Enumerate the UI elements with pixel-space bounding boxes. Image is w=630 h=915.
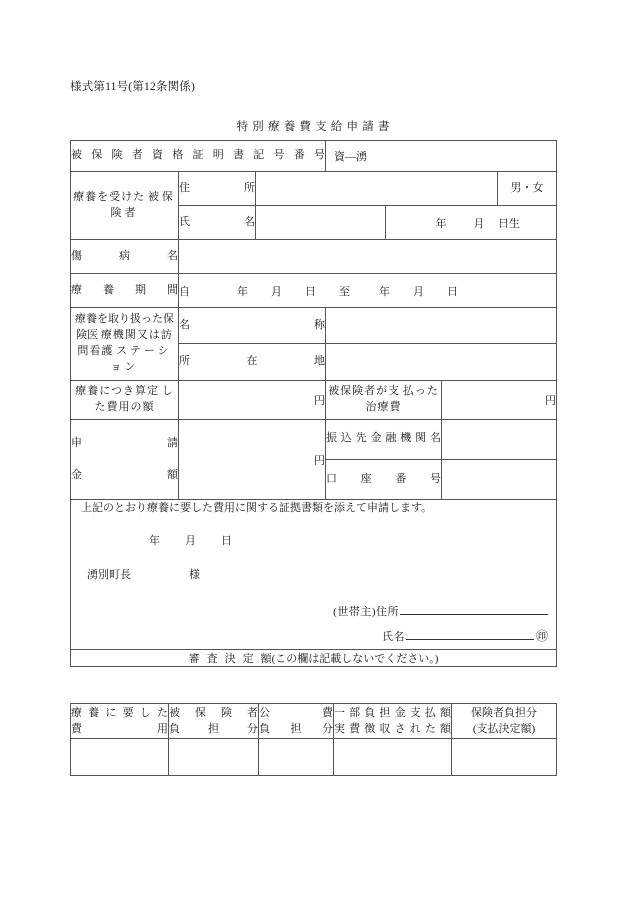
period-to-label: 至 [339, 285, 351, 298]
breakdown-col-4-line2: (支払決定額) [472, 723, 536, 735]
insured-name-value[interactable] [256, 206, 386, 240]
claim-amount-unit: 円 [314, 454, 325, 467]
breakdown-col-3-line2: 実費徴収された額 [334, 723, 451, 735]
breakdown-col-3-line1: 一部負担金支払額 [334, 706, 451, 719]
paid-cost-label [326, 380, 442, 419]
review-title: 審査決定 [188, 653, 261, 666]
row-disease [71, 240, 557, 274]
row-costs [71, 380, 557, 419]
claim-amount-label-line1: 申請 [71, 436, 178, 449]
insured-label-line2: 被保険者 [110, 190, 176, 219]
householder-name-sublabel: 名 [393, 631, 405, 644]
breakdown-col-1 [169, 704, 259, 739]
birth-year-label: 年 [435, 217, 447, 230]
insured-label [71, 172, 179, 240]
breakdown-col-4-line1: 保険者負担分 [471, 706, 537, 719]
breakdown-value-3[interactable] [334, 739, 452, 776]
householder-address-sublabel: 所 [387, 605, 399, 618]
row-review-banner [71, 650, 557, 667]
period-from-month: 月 [271, 285, 283, 298]
breakdown-col-0-line2: 費用 [71, 723, 168, 735]
cert-number-value[interactable]: 資―湧 [326, 141, 557, 172]
claim-amount-value[interactable] [179, 419, 326, 500]
period-from-label: 自 [179, 285, 191, 298]
account-number-value[interactable] [442, 460, 557, 500]
breakdown-value-0[interactable] [71, 739, 169, 776]
row-provider-name [71, 308, 557, 344]
insured-address-label: 住所 [179, 172, 256, 206]
paid-cost-value[interactable] [442, 380, 557, 419]
breakdown-col-3 [334, 704, 452, 739]
bank-name-label: 振込先金融機関名 [326, 419, 442, 459]
breakdown-col-2-line1: 公費 [259, 706, 333, 719]
calculated-cost-label [71, 380, 179, 419]
bank-name-value[interactable] [442, 419, 557, 459]
period-label: 療養期間 [71, 274, 179, 308]
birth-day-label: 日生 [498, 217, 520, 230]
form-code: 様式第11号(第12条関係) [70, 81, 196, 93]
period-from-day: 日 [305, 285, 317, 298]
period-to-day: 日 [447, 285, 459, 298]
statement-block [71, 500, 557, 650]
householder-name-row [71, 624, 548, 649]
review-banner [71, 650, 557, 667]
paid-cost-label-line1: 被保険者が支 [328, 384, 401, 397]
period-to-month: 月 [413, 285, 425, 298]
calculated-cost-label-line2: した費用の額 [94, 384, 174, 413]
breakdown-header-row [71, 704, 557, 739]
provider-label-line2: 療機関又は訪問看護 [77, 328, 173, 357]
application-main-table [70, 140, 557, 667]
birth-month-label: 月 [473, 217, 485, 230]
breakdown-value-2[interactable] [259, 739, 334, 776]
breakdown-value-1[interactable] [169, 739, 259, 776]
period-from-year: 年 [237, 285, 249, 298]
statement-date-month: 月 [185, 534, 197, 547]
period-to-year: 年 [379, 285, 391, 298]
breakdown-col-0 [71, 704, 169, 739]
householder-address-row [71, 601, 548, 624]
paid-cost-label-line2: 払った治療費 [365, 384, 439, 413]
cert-number-label: 被保険者資格証明書記号番号 [71, 141, 326, 172]
disease-label: 傷病名 [71, 240, 179, 274]
provider-label-line3: ステーション [110, 344, 172, 373]
insured-address-value[interactable] [256, 172, 498, 206]
breakdown-value-row [71, 739, 557, 776]
calculated-cost-unit: 円 [314, 394, 325, 407]
provider-location-label: 所在地 [179, 344, 326, 380]
claim-amount-label [71, 419, 179, 500]
statement-body: 上記のとおり療養に要した費用に関する証拠書類を添えて申請します。 [81, 502, 433, 515]
seal-icon: ㊞ [535, 629, 548, 644]
householder-address-label: (世帯主)住 [333, 605, 388, 618]
breakdown-col-1-line2: 負担分 [169, 723, 258, 735]
row-statement [71, 500, 557, 650]
claim-amount-label-line2: 金額 [71, 468, 178, 481]
statement-addressee-row [71, 567, 556, 584]
calculated-cost-value[interactable] [179, 380, 326, 419]
statement-date[interactable] [71, 533, 556, 550]
provider-label [71, 308, 179, 381]
breakdown-col-2 [259, 704, 334, 739]
period-value[interactable] [179, 274, 557, 308]
provider-name-label: 名称 [179, 308, 326, 344]
breakdown-col-4 [452, 704, 557, 739]
breakdown-col-0-line1: 療養に要した [71, 706, 168, 719]
signature-area [71, 601, 556, 649]
statement-addressee: 湧別町長 [87, 569, 131, 582]
row-insured-address [71, 172, 557, 206]
insured-label-line1: 療養を受けた [73, 190, 146, 203]
breakdown-col-1-line1: 被保険者 [169, 706, 258, 719]
row-period [71, 274, 557, 308]
paid-cost-unit: 円 [545, 394, 556, 407]
page-title: 特別療養費支給申請書 [236, 121, 394, 133]
statement-date-year: 年 [149, 534, 161, 547]
insured-name-label: 氏名 [179, 206, 256, 240]
statement-honorific: 様 [189, 569, 200, 582]
householder-name-label: 氏 [381, 631, 394, 644]
disease-value[interactable] [179, 240, 557, 274]
gender-label[interactable]: 男・女 [498, 172, 557, 206]
row-claim-bank [71, 419, 557, 459]
provider-name-value[interactable] [326, 308, 557, 344]
review-note: 額(この欄は記載しないでください。) [260, 653, 439, 666]
breakdown-col-2-line2: 負担分 [259, 723, 333, 735]
provider-location-value[interactable] [326, 344, 557, 380]
statement-date-day: 日 [221, 534, 233, 547]
insured-birthdate[interactable] [386, 206, 557, 240]
account-number-label: 口座番号 [326, 460, 442, 500]
householder-name-input[interactable] [406, 639, 534, 640]
calculated-cost-label-line1: 療養につき算定 [75, 384, 160, 397]
row-cert-number [71, 141, 557, 172]
householder-address-input[interactable] [400, 614, 548, 615]
breakdown-value-4[interactable] [452, 739, 557, 776]
review-breakdown-table [70, 703, 557, 776]
provider-label-line1: 療養を取り扱った保険医 [75, 313, 174, 341]
